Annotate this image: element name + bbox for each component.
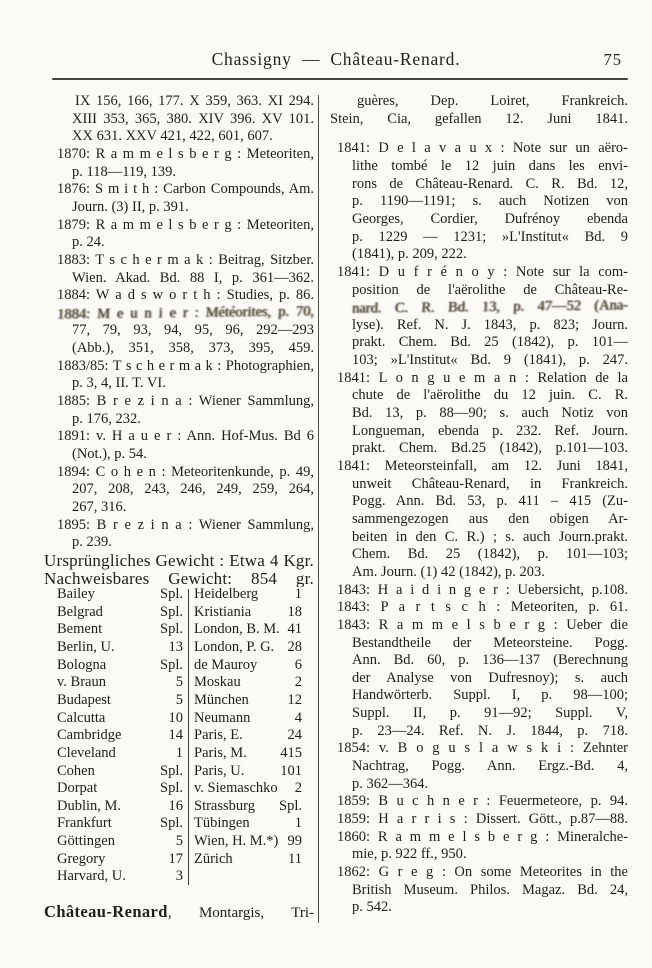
text-line: 1870: R a m m e l s b e r g : Meteoriten,	[57, 145, 314, 162]
location-cell: London, B. M.	[194, 621, 280, 638]
weight-cell: 2	[294, 674, 302, 691]
table-row	[44, 621, 314, 639]
header-rule	[52, 78, 628, 80]
weights-distribution-table	[44, 586, 314, 886]
text-line: (Abb.), 351, 358, 373, 395, 459.	[72, 340, 314, 357]
text-line: 1885: B r e z i n a : Wiener Sammlung,	[57, 393, 314, 410]
table-row	[44, 851, 314, 869]
text-line: 103; »L'Institut« Bd. 9 (1841), p. 247.	[352, 352, 628, 369]
text-line: lyse). Ref. N. J. 1843, p. 823; Journ.	[352, 316, 628, 333]
location-cell: Budapest	[57, 691, 111, 708]
table-row	[44, 710, 314, 728]
weight-cell: 99	[287, 833, 302, 850]
text-line: Bd. 13, p. 88—90; s. auch Notiz von	[352, 405, 628, 422]
text-line: guères, Dep. Loiret, Frankreich.	[357, 93, 628, 109]
text-line: 1843: R a m m e l s b e r g : Ueber die	[337, 616, 628, 633]
text-line: 1860: R a m m e l s b e r g : Mineralche-	[337, 828, 628, 845]
table-row	[44, 833, 314, 851]
text-line: 1883: T s c h e r m a k : Beitrag, Sitzber.	[57, 251, 314, 268]
text-line: Handwörterb. Suppl. I, p. 98—100;	[352, 687, 628, 704]
location-cell: Göttingen	[57, 833, 115, 850]
text-line: rons de Château-Renard. C. R. Bd. 12,	[352, 175, 628, 192]
entry-headword: Château-Renard	[44, 902, 168, 921]
weight-cell: 17	[168, 850, 183, 867]
text-line: p. 1229 — 1231; »L'Institut« Bd. 9	[352, 228, 628, 245]
text-line: 1879: R a m m e l s b e r g : Meteoriten,	[57, 216, 314, 233]
weight-cell: Spl.	[160, 656, 183, 673]
weight-cell: 11	[288, 850, 302, 867]
weight-cell: 1	[294, 586, 302, 602]
text-line: p. 1190—1191; s. auch Notizen von	[352, 193, 628, 210]
text-line: IX 156, 166, 177. X 359, 363. XI 294.	[75, 93, 314, 109]
text-line: 1884: W a d s w o r t h : Studies, p. 86.	[57, 287, 314, 304]
location-cell: Dublin, M.	[57, 797, 122, 814]
text-line: 77, 79, 93, 94, 95, 96, 292—293	[72, 322, 314, 339]
location-cell: Wien, H. M.*)	[194, 833, 279, 850]
location-cell: Berlin, U.	[57, 638, 115, 655]
text-line: Journ. (3) II, p. 391.	[72, 198, 189, 215]
location-cell: Paris, E.	[194, 727, 243, 744]
table-row	[44, 639, 314, 657]
weight-cell: Spl.	[160, 586, 183, 602]
weight-cell: 3	[175, 868, 183, 885]
weight-cell	[260, 868, 302, 886]
location-cell: Cambridge	[57, 727, 122, 744]
text-line: Wien. Akad. Bd. 88 I, p. 361—362.	[72, 269, 314, 286]
text-line: 1876: S m i t h : Carbon Compounds, Am.	[57, 181, 314, 198]
location-cell: de Mauroy	[194, 656, 258, 673]
location-cell: Bailey	[57, 586, 95, 602]
weight-cell: Spl.	[160, 780, 183, 797]
text-line: p. 3, 4, II. T. VI.	[72, 375, 166, 392]
weight-cell: Spl.	[160, 621, 183, 638]
weight-cell: 10	[168, 709, 183, 726]
text-line: prakt. Chem. Bd.25 (1842), p.101—103.	[352, 440, 628, 457]
text-line: 267, 316.	[72, 498, 127, 515]
text-line: (1841), p. 209, 222.	[352, 246, 467, 263]
location-cell: London, P. G.	[194, 638, 275, 655]
text-line: 1859: B u c h n e r : Feuermeteore, p. 94.	[337, 793, 628, 810]
location-cell: Strassburg	[194, 797, 255, 814]
text-line: 1841: D e l a v a u x : Note sur un aëro-	[337, 140, 628, 157]
table-row	[44, 815, 314, 833]
weight-cell: 101	[280, 762, 302, 779]
text-line: (Not.), p. 54.	[72, 446, 147, 462]
text-line: position de l'aërolithe de Château-Re-	[352, 281, 628, 298]
table-row	[44, 657, 314, 675]
running-header: Chassigny — Château-Renard.	[211, 49, 461, 69]
text-line: 1843: P a r t s c h : Meteoriten, p. 61.	[337, 599, 628, 616]
weight-cell: Spl.	[160, 603, 183, 620]
weight-cell: Spl.	[279, 797, 302, 814]
table-row	[44, 692, 314, 710]
location-cell: Belgrad	[57, 603, 103, 620]
location-cell: Harvard, U.	[57, 868, 126, 885]
location-cell: Cleveland	[57, 744, 116, 761]
column-separator-rule	[318, 95, 319, 923]
text-line: Pogg. Ann. Bd. 53, p. 411 – 415 (Zu-	[352, 493, 628, 510]
location-cell: Moskau	[194, 674, 241, 691]
weight-cell: 4	[294, 709, 302, 726]
location-cell: Bologna	[57, 656, 107, 673]
text-line: 1884: M e u n i e r : Météorites, p. 70,	[56, 303, 315, 323]
text-line: Nachweisbares Gewicht: 854 gr.	[44, 569, 314, 588]
text-line: unweit Château-Renard, in Frankreich.	[352, 475, 628, 492]
text-line: 1894: C o h e n : Meteoritenkunde, p. 49,	[57, 463, 314, 480]
text-line: Nachtrag, Pogg. Ann. Ergz.-Bd. 4,	[352, 758, 628, 775]
text-line: p. 362—364.	[352, 775, 429, 792]
weight-cell: 24	[287, 727, 302, 744]
text-line: sammengezogen aus den obigen Ar-	[352, 510, 628, 527]
weight-cell: Spl.	[160, 815, 183, 832]
location-cell: Bement	[57, 621, 103, 638]
text-line: p. 239.	[72, 534, 112, 551]
text-line: Chem. Bd. 25 (1842), p. 101—103;	[352, 546, 628, 563]
text-line: 1841: L o n g u e m a n : Relation de la	[337, 369, 628, 386]
table-row	[44, 604, 314, 622]
weight-cell: 16	[168, 797, 183, 814]
text-line: Ann. Bd. 60, p. 136—137 (Berechnung	[352, 652, 628, 669]
weight-cell: 14	[168, 727, 183, 744]
text-line: Georges, Cordier, Dufrénoy ebenda	[352, 210, 628, 227]
table-row	[44, 586, 314, 604]
weight-cell: 5	[175, 833, 183, 850]
location-cell: v. Braun	[57, 674, 106, 691]
text-line: 1862: G r e g : On some Meteorites in the	[337, 863, 628, 880]
text-line: p. 118—119, 139.	[72, 163, 177, 180]
text-line: mie, p. 922 ff., 950.	[352, 846, 467, 863]
location-cell: v. Siemaschko	[194, 780, 278, 797]
text-line: Ursprüngliches Gewicht : Etwa 4 Kgr.	[44, 551, 314, 570]
text-line: 1841: Meteorsteinfall, am 12. Juni 1841,	[337, 458, 628, 474]
location-cell: Paris, M.	[194, 744, 247, 761]
page-number: 75	[603, 50, 622, 69]
text-line: XIII 353, 365, 380. XIV 396. XV 101.	[72, 110, 314, 127]
location-cell: Cohen	[57, 762, 95, 779]
location-cell: Paris, U.	[194, 762, 245, 779]
location-cell: München	[194, 691, 249, 708]
location-cell: Zürich	[194, 850, 233, 867]
weight-cell: 5	[175, 674, 183, 691]
text-line: prakt. Chem. Bd. 25 (1842), p. 101—	[352, 334, 628, 351]
weight-cell: 28	[287, 638, 302, 655]
text-line: Suppl. II, p. 91—92; Suppl. V,	[352, 705, 628, 722]
text-line: XX 631. XXV 421, 422, 601, 607.	[72, 128, 273, 145]
table-row	[44, 868, 314, 886]
table-row	[44, 727, 314, 745]
text-line: nard. C. R. Bd. 13, p. 47—52 (Ana-	[351, 297, 629, 317]
text-line: 1859: H a r r i s : Dissert. Gött., p.87—88.	[337, 811, 628, 827]
next-entry-heading-line	[44, 902, 314, 922]
text-line: p. 23—24. Ref. N. J. 1844, p. 718.	[352, 722, 628, 739]
text-line: 207, 208, 243, 246, 249, 259, 264,	[72, 481, 314, 498]
weight-cell: 13	[168, 638, 183, 655]
weight-cell: Spl.	[160, 762, 183, 779]
text-line: 1895: B r e z i n a : Wiener Sammlung,	[57, 516, 314, 533]
text-line: 1841: D u f r é n o y : Note sur la com-	[337, 263, 628, 280]
location-cell: Neumann	[194, 709, 251, 726]
table-row	[44, 763, 314, 781]
weight-cell: 415	[280, 744, 302, 761]
text-line: 1843: H a i d i n g e r : Uebersicht, p.108.	[337, 581, 628, 598]
weight-cell: 41	[287, 621, 302, 638]
table-row	[44, 674, 314, 692]
text-line: 1891: v. H a u e r : Ann. Hof-Mus. Bd 6	[57, 428, 314, 445]
text-line: p. 176, 232.	[72, 410, 141, 427]
location-cell: Calcutta	[57, 709, 106, 726]
location-cell: Frankfurt	[57, 815, 112, 832]
weight-cell: 1	[294, 815, 302, 832]
table-row	[44, 780, 314, 798]
location-cell: Dorpat	[57, 780, 98, 797]
text-line: British Museum. Philos. Magaz. Bd. 24,	[352, 881, 628, 898]
table-divider-rule	[188, 589, 189, 885]
text-line: der Analyse von Dufresnoy); s. auch	[352, 669, 628, 686]
weight-cell: 2	[294, 780, 302, 797]
text-line: p. 542.	[352, 899, 392, 916]
text-line: lithe tombé le 12 juin dans les envi-	[352, 157, 628, 174]
location-cell: Tübingen	[194, 815, 250, 832]
text-line: 1854: v. B o g u s l a w s k i : Zehnter	[337, 740, 628, 757]
text-line: 1883/85: T s c h e r m a k : Photographien,	[57, 357, 314, 374]
weight-cell: 18	[287, 603, 302, 620]
text-line: Bestandtheile der Meteorsteine. Pogg.	[352, 634, 628, 651]
table-row	[44, 745, 314, 763]
text-line: p. 24.	[72, 234, 105, 251]
weight-cell: 1	[175, 744, 183, 761]
text-line: chute de l'aërolithe du 12 juin. C. R.	[352, 387, 628, 404]
text-line: Longueman, ebenda p. 232. Ref. Journ.	[352, 422, 628, 439]
entry-headword-continuation: , Montargis, Tri-	[167, 905, 314, 921]
location-cell: Gregory	[57, 850, 106, 867]
text-line: beiten in den C. R.) ; s. auch Journ.prakt.	[352, 528, 628, 545]
weight-cell: 12	[287, 691, 302, 708]
location-cell: Heidelberg	[194, 586, 259, 602]
location-cell: Kristiania	[194, 603, 252, 620]
text-line: Am. Journ. (1) 42 (1842), p. 203.	[352, 563, 545, 580]
table-row	[44, 798, 314, 816]
weight-cell: 5	[175, 691, 183, 708]
weight-cell: 6	[294, 656, 302, 673]
text-line: Stein, Cia, gefallen 12. Juni 1841.	[330, 110, 628, 127]
